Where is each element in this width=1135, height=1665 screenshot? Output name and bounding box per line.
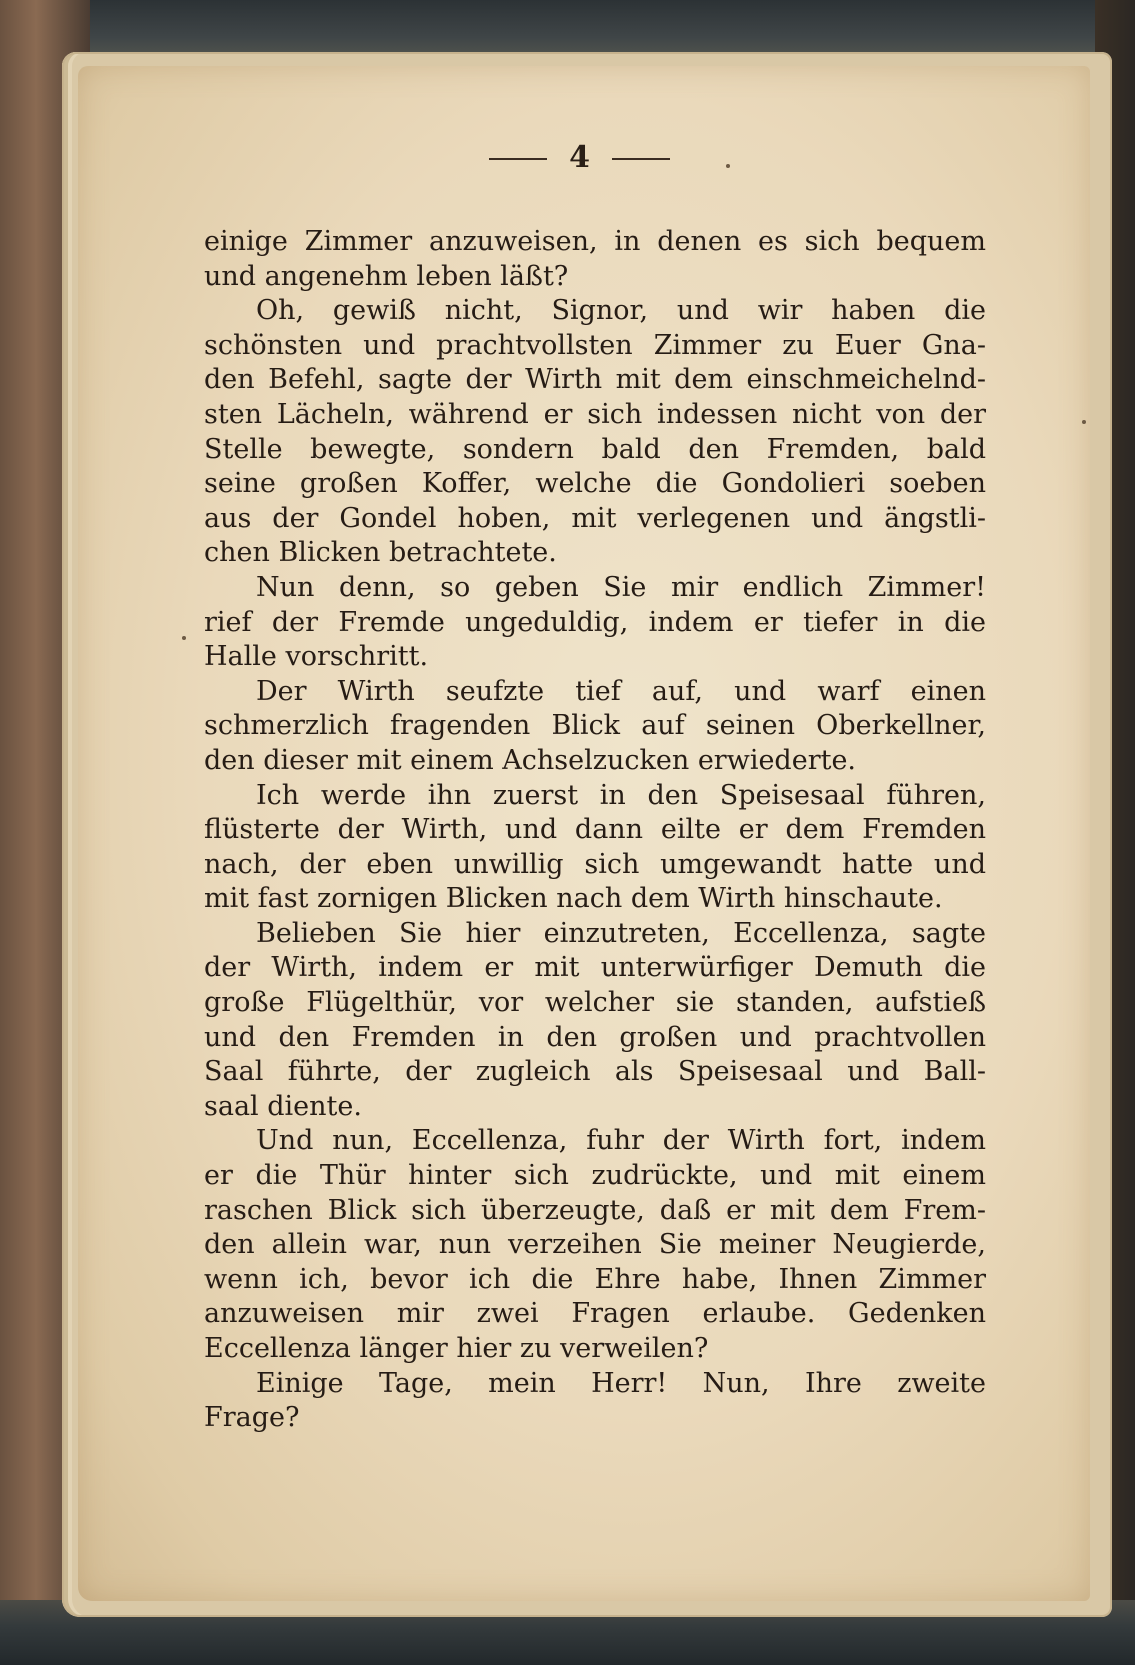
text-line: rief der Fremde ungeduldig, indem er tiefer in die: [204, 606, 986, 638]
text-line: Eccellenza länger hier zu verweilen?: [204, 1333, 709, 1364]
text-line: einige Zimmer anzuweisen, in denen es sich bequem: [204, 226, 986, 257]
text-line: anzuweisen mir zwei Fragen erlaube. Gedenken: [204, 1298, 986, 1330]
text-line: Oh, gewiß nicht, Signor, und wir haben die: [256, 295, 986, 327]
text-line: Halle vorschritt.: [204, 641, 429, 673]
text-line: chen Blicken betrachtete.: [204, 537, 557, 569]
text-line: der Wirth, indem er mit unterwürfiger Demuth die: [204, 952, 986, 984]
text-line: saal diente.: [204, 1090, 362, 1122]
text-line: schmerzlich fragenden Blick auf seinen Oberkellner,: [204, 710, 986, 742]
text-line: Der Wirth seufzte tief auf, und warf einen: [256, 675, 986, 707]
text-line: wenn ich, bevor ich die Ehre habe, Ihnen Zimmer: [204, 1263, 986, 1295]
text-line: er die Thür hinter sich zudrückte, und mit einem: [204, 1160, 986, 1192]
page-body-text: [204, 225, 986, 1436]
ink-speck: [726, 164, 730, 168]
text-line: schönsten und prachtvollsten Zimmer zu Euer Gna-: [204, 329, 986, 361]
text-line: Saal führte, der zugleich als Speisesaal und Ball-: [204, 1056, 986, 1088]
text-line: und angenehm leben läßt?: [204, 260, 569, 292]
text-line: sten Lächeln, während er sich indessen nicht von der: [204, 398, 986, 430]
text-line: den dieser mit einem Achselzucken erwiederte.: [204, 744, 857, 776]
text-line: Stelle bewegte, sondern bald den Fremden, bald: [204, 433, 986, 465]
text-line: nach, der eben unwillig sich umgewandt hatte und: [204, 848, 986, 880]
page-number: 4: [569, 140, 590, 175]
text-line: den allein war, nun verzeihen Sie meiner Neugierde,: [204, 1229, 986, 1261]
text-line: Ich werde ihn zuerst in den Speisesaal führen,: [256, 779, 986, 811]
text-line: seine großen Koffer, welche die Gondolieri soeben: [204, 468, 986, 500]
ink-speck: [1082, 420, 1086, 424]
text-line: und den Fremden in den großen und prachtvollen: [204, 1021, 986, 1053]
ink-speck: [182, 636, 186, 640]
text-line: Und nun, Eccellenza, fuhr der Wirth fort, indem: [256, 1125, 986, 1157]
text-line: den Befehl, sagte der Wirth mit dem einschmeichelnd-: [204, 364, 986, 396]
text-line: Frage?: [204, 1402, 300, 1434]
text-line: große Flügelthür, vor welcher sie standen, aufstieß: [204, 987, 986, 1019]
text-line: Belieben Sie hier einzutreten, Eccellenza, sagte: [256, 917, 986, 949]
text-line: aus der Gondel hoben, mit verlegenen und ängstli-: [204, 502, 986, 534]
text-line: Nun denn, so geben Sie mir endlich Zimmer!: [256, 571, 986, 603]
text-line: Einige Tage, mein Herr! Nun, Ihre zweite: [256, 1367, 986, 1399]
text-line: mit fast zornigen Blicken nach dem Wirth hinschaute.: [204, 883, 943, 915]
text-line: flüsterte der Wirth, und dann eilte er dem Fremden: [204, 814, 986, 846]
text-line: raschen Blick sich überzeugte, daß er mit dem Frem-: [204, 1194, 986, 1226]
